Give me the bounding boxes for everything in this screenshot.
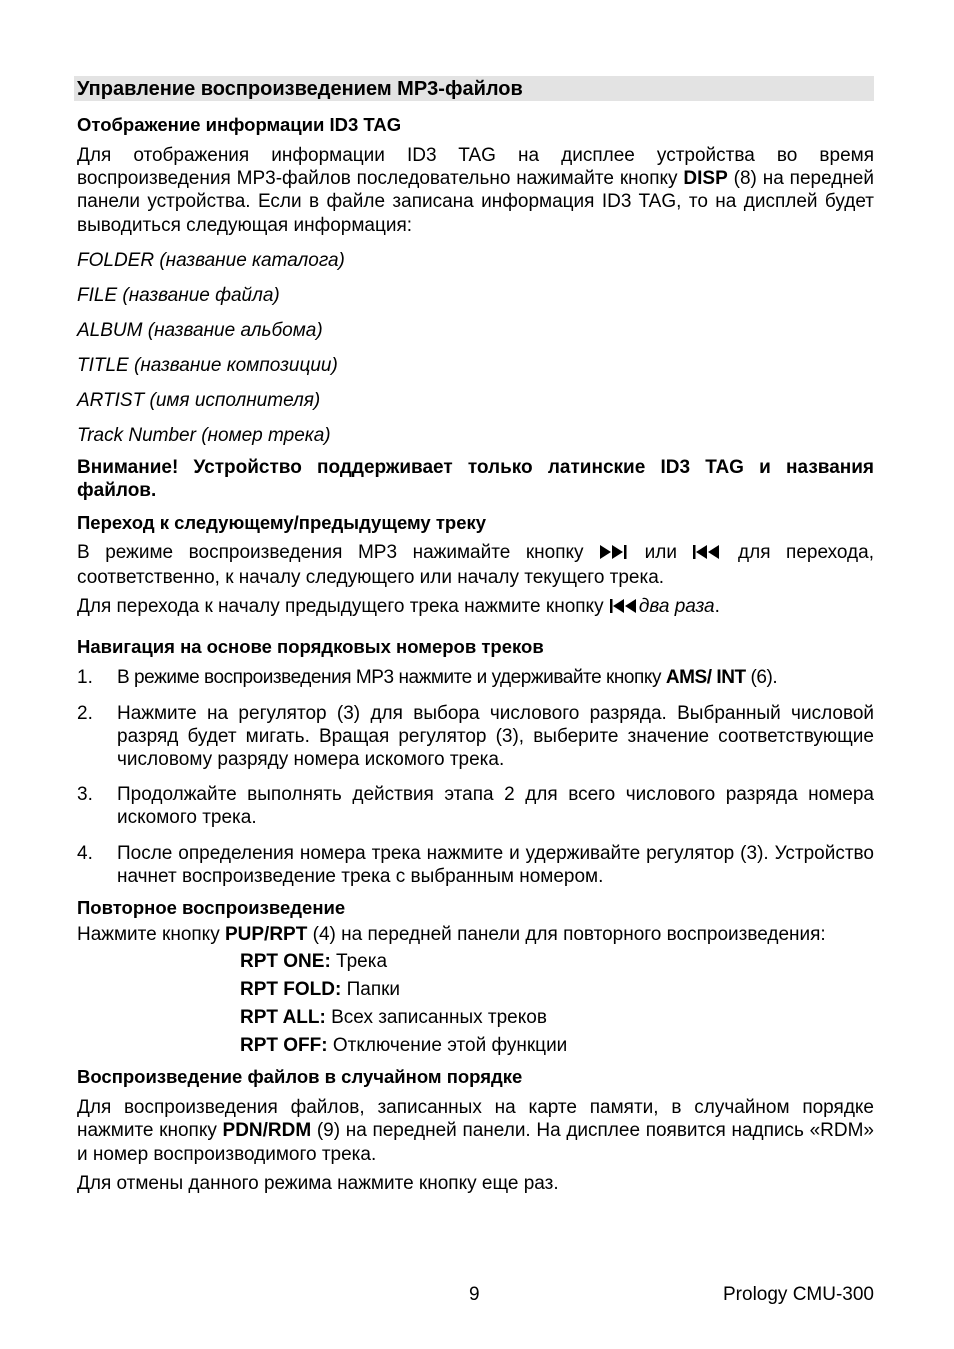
numbered-steps-list <box>77 666 874 888</box>
id3-field-list <box>77 249 874 447</box>
id3-field-item: FOLDER (название каталога) <box>77 249 345 271</box>
repeat-heading: Повторное воспроизведение <box>77 897 346 919</box>
repeat-mode-item: RPT FOLD: Папки <box>240 979 401 1001</box>
list-item: 1. В режиме воспроизведения MP3 нажмите и удерживайте кнопку AMS/ INT (6). <box>77 667 778 689</box>
cancel-random-paragraph: Для отмены данного режима нажмите кнопку еще раз. <box>77 1172 559 1194</box>
id3-paragraph: Для отображения информации ID3 TAG на дисплее устройства во время воспроизведения MP3-файлов последовательно нажимайте кнопку DISP (8) на передней панели устройства. Если в файле записана информация ID3 TAG, то на дисплей будет выводиться следующая информация: <box>77 145 874 236</box>
previous-track-icon <box>609 597 639 620</box>
id3-heading: Отображение информации ID3 TAG <box>77 114 402 135</box>
footer-model: Prology CMU-300 <box>723 1284 874 1305</box>
pup-rpt-button-ref: PUP/RPT <box>224 924 308 946</box>
track-nav-paragraph: В режиме воспроизведения MP3 нажимайте кнопку или для перехода, соответственно, к началу следующего или началу текущего трека. <box>77 541 874 589</box>
pdn-rdm-button-ref: PDN/RDM <box>222 1120 312 1142</box>
list-item: 3. Продолжайте выполнять действия этапа 2 для всего числового разряда номера искомого трека. <box>77 784 874 829</box>
next-track-icon <box>599 543 629 566</box>
disp-button-ref: DISP <box>683 168 728 190</box>
track-nav-heading: Переход к следующему/предыдущему треку <box>77 511 487 533</box>
id3-field-item: FILE (название файла) <box>77 284 280 306</box>
id3-field-item: ARTIST (имя исполнителя) <box>77 389 321 411</box>
id3-field-item: Track Number (номер трека) <box>77 424 331 446</box>
list-item: 4. После определения номера трека нажмите и удерживайте регулятор (3). Устройство начнет воспроизведение трека с выбранным номером. <box>77 842 874 887</box>
random-paragraph: Для воспроизведения файлов, записанных на карте памяти, в случайном порядке нажмите кнопку PDN/RDM (9) на передней панели. На дисплее появится надпись «RDM» и номер воспроизводимого трека. <box>77 1097 874 1165</box>
section-title: Управление воспроизведением MP3-файлов <box>74 76 874 101</box>
page-number: 9 <box>469 1284 480 1305</box>
repeat-paragraph: Нажмите кнопку PUP/RPT (4) на передней панели для повторного воспроизведения: <box>77 924 826 946</box>
id3-field-item: ALBUM (название альбома) <box>77 319 323 341</box>
list-item: 2. Нажмите на регулятор (3) для выбора числового разряда. Выбранный числовой разряд будет мигать. Вращая регулятор (3), выберите значение соответствующие числовому разряду номера искомого трека. <box>77 702 874 771</box>
repeat-modes-list <box>77 948 874 1060</box>
warning-note: Внимание! Устройство поддерживает только латинские ID3 TAG и названия файлов. <box>77 456 874 501</box>
repeat-mode-item: RPT OFF: Отключение этой функции <box>240 1035 568 1057</box>
random-heading: Воспроизведение файлов в случайном порядке <box>77 1066 523 1088</box>
numbered-nav-heading: Навигация на основе порядковых номеров треков <box>77 636 544 658</box>
repeat-mode-item: RPT ONE: Трека <box>240 951 388 973</box>
document-page <box>77 76 874 1195</box>
repeat-mode-item: RPT ALL: Всех записанных треков <box>240 1007 547 1029</box>
id3-field-item: TITLE (название композиции) <box>77 354 338 376</box>
previous-track-icon <box>692 543 722 566</box>
previous-track-paragraph: Для перехода к началу предыдущего трека нажмите кнопку два раза. <box>77 595 874 620</box>
ams-int-button-ref: AMS/ INT <box>665 667 746 689</box>
